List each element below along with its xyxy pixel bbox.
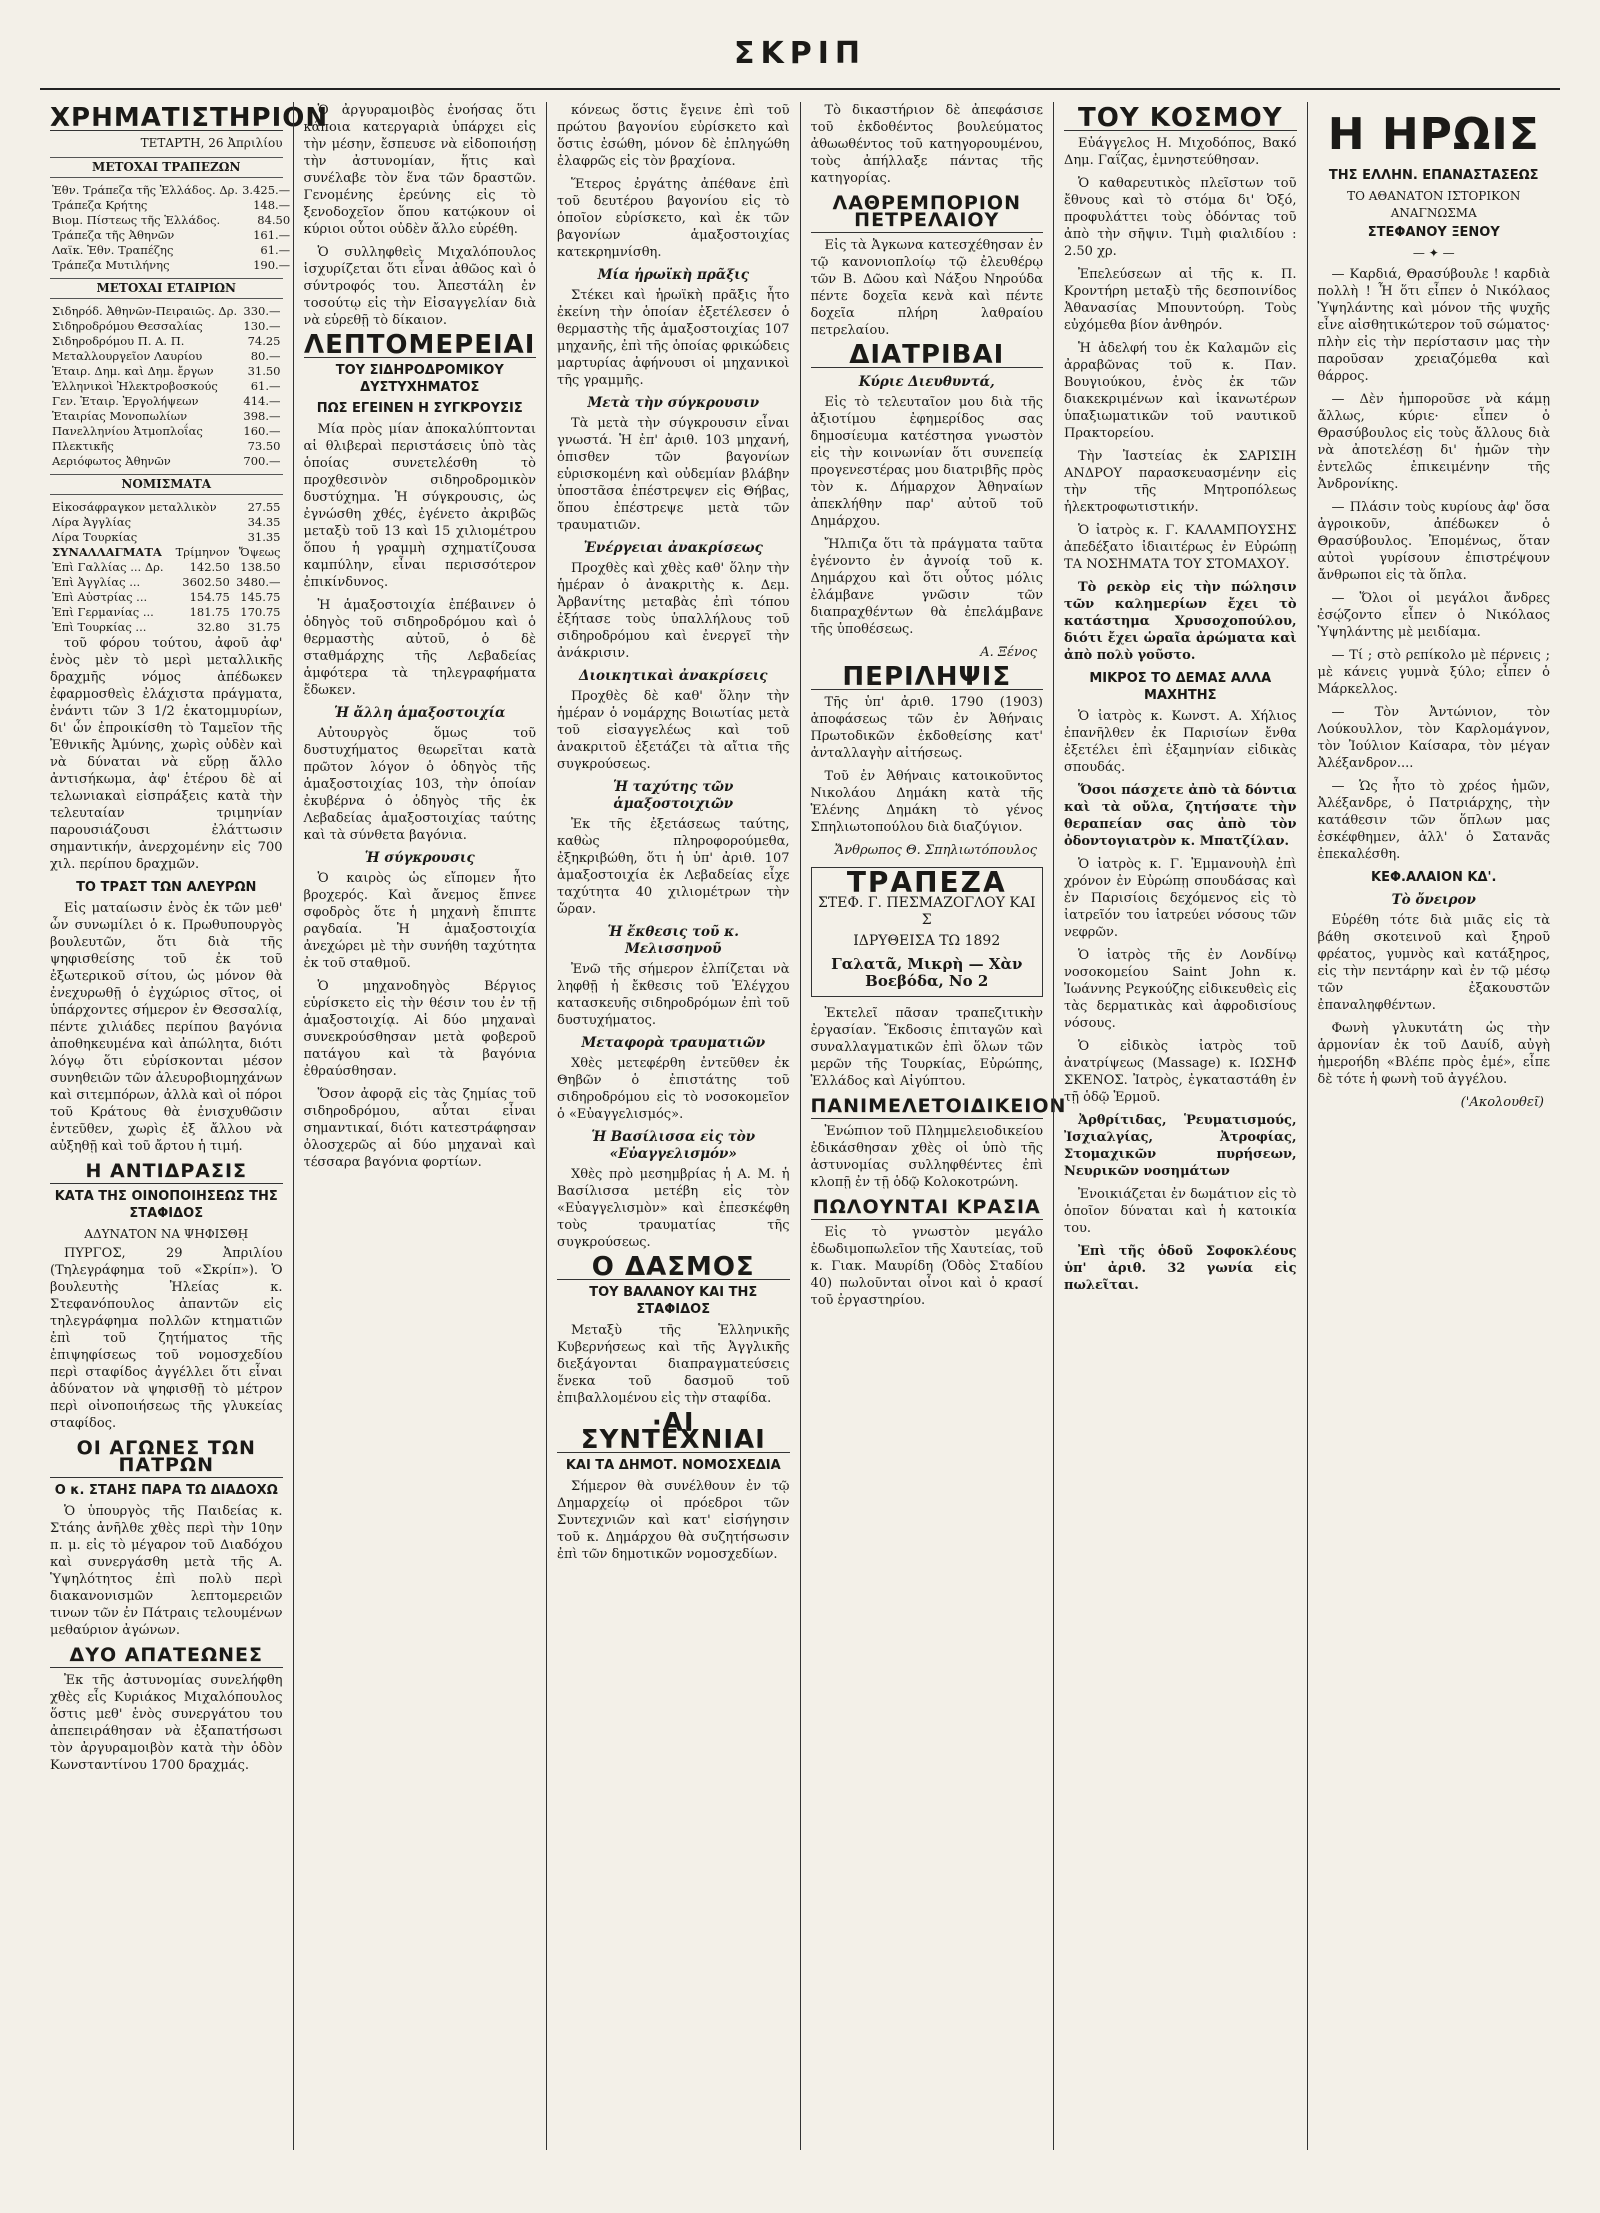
newspaper-page bbox=[40, 30, 1560, 2150]
section-subheading: ΚΑΙ ΤΑ ΔΗΜΟΤ. ΝΟΜΟΣΧΕΔΙΑ bbox=[565, 1458, 781, 1473]
table-row bbox=[50, 500, 283, 515]
chapter-heading: ΚΕΦ.ΑΛΑΙΟΝ ΚΔ'. bbox=[1371, 870, 1497, 885]
table-row bbox=[50, 379, 283, 394]
rate-name: Μεταλλουργεῖον Λαυρίου bbox=[52, 349, 203, 363]
table-row bbox=[50, 364, 283, 379]
table-row bbox=[50, 605, 283, 620]
article-paragraph: ΠΥΡΓΟΣ, 29 Ἀπριλίου (Τηλεγράφημα τοῦ «Σκρίπ»). Ὁ βουλευτὴς Ἠλείας κ. Στεφανόπουλος ἀπαντῶν εἰς τηλεγράφημα πολλῶν κτηματιῶν ἐπὶ τοῦ ζητήματος τῆς ἐπιψηφίσεως τοῦ νομοσχεδίου περὶ σταφίδος ἀγγέλλει ὅτι εἶναι ἀδύνατον νὰ ψηφισθῇ τὸ μέτρον περὶ οἰνοποιήσεως τῆς γλυκείας σταφίδος. bbox=[50, 1246, 283, 1431]
article-paragraph: Τοῦ ἐν Ἀθήναις κατοικοῦντος Νικολάου Δημάκη κατὰ τῆς Ἑλένης Δημάκη τὸ γένος Σπηλιωτοπούλου διὰ διαζύγιον. bbox=[810, 769, 1043, 835]
rate-name: Πανελληνίου Ἀτμοπλοΐας bbox=[52, 424, 203, 438]
article-paragraph: Ἐνῶ τῆς σήμερον ἐλπίζεται νὰ ληφθῇ ἡ ἔκθεσις τοῦ Ἐλέγχου κατασκευῆς σιδηροδρόμων ἐπὶ τοῦ δυστυχήματος. bbox=[557, 962, 790, 1028]
subsection-heading: Ἡ Βασίλισσα εἰς τὸν «Εὐαγγελισμόν» bbox=[591, 1129, 756, 1162]
section-heading: ΤΟ ΤΡΑΣΤ ΤΩΝ ΑΛΕΥΡΩΝ bbox=[76, 880, 257, 895]
subsection-heading: Ἐνέργειαι ἀνακρίσεως bbox=[583, 540, 763, 556]
bank-title: ΤΡΑΠΕΖΑ bbox=[846, 866, 1007, 899]
bank-address: Γαλατᾶ, Μικρὴ — Χὰν Βοεβόδα, Νο 2 bbox=[831, 955, 1023, 990]
bank-subtitle: ΣΤΕΦ. Γ. ΠΕΣΜΑΖΟΓΛΟΥ ΚΑΙ Σ bbox=[817, 895, 1036, 928]
section-heading: ΠΑΝΙΜΕΛΕΤΟΙΔΙΚΕΙΟΝ bbox=[810, 1095, 1067, 1117]
article-paragraph: — Ὡς ἦτο τὸ χρέος ἡμῶν, Ἀλέξανδρε, ὁ Πατριάρχης, τὴν κατάθεσιν τῶν ὅπλων μας ἐσκέφθημεν, ἀλλ' ὁ Σατανᾶς ἐπεκαλέσθη. bbox=[1317, 779, 1550, 862]
rate-name: Βιομ. Πίστεως τῆς Ἑλλάδος. bbox=[52, 213, 221, 227]
article-paragraph: Ὁ ὑπουργὸς τῆς Παιδείας κ. Στάης ἀνῆλθε χθὲς περὶ τὴν 10ην π. μ. εἰς τὸ μέγαρον τοῦ Διαδόχου καὶ συνεργάσθη μετὰ τῆς Α. Ὑψηλότητος ἐπὶ πολὺ περὶ διακανονισμῶν λεπτομερειῶν τινων τῶν ἐν Πάτραις τελουμένων μεθαύριον ἀγώνων. bbox=[50, 1504, 283, 1638]
masthead-rule bbox=[40, 88, 1560, 90]
advert-paragraph: Τὸ ρεκὸρ εἰς τὴν πώλησιν τῶν καλημερίων ἔχει τὸ κατάστημα Χρυσοχοπούλου, διότι ἔχει ὡραῖα ἀρώματα καὶ ἀπὸ πολὺ γοῦστο. bbox=[1064, 580, 1297, 663]
exchange-col-b: Ὄψεως bbox=[238, 545, 281, 559]
signature: Α. Ξένος bbox=[980, 645, 1037, 660]
rate-value: 190.— bbox=[253, 258, 291, 272]
table-row bbox=[50, 394, 283, 409]
subsection-heading: Μεταφορὰ τραυματιῶν bbox=[581, 1035, 766, 1051]
bank-founded: ΙΔΡΥΘΕΙΣΑ ΤΩ 1892 bbox=[853, 933, 1001, 949]
table-row bbox=[50, 213, 292, 228]
exchange-date: ΤΕΤΑΡΤΗ, 26 Ἀπριλίου bbox=[140, 136, 283, 150]
article-paragraph: Ἐπελεύσεων αἱ τῆς κ. Π. Κροντήρη μεταξὺ τῆς δεσποινίδος Ἀθανασίας Μπουντούρη. Τοὺς εὐχόμεθα βίον ἀνθηρόν. bbox=[1064, 267, 1297, 333]
rate-value: 32.80 bbox=[196, 620, 230, 634]
rate-value: 160.— bbox=[243, 424, 281, 438]
section-heading: ΠΩΛΟΥΝΤΑΙ ΚΡΑΣΙΑ bbox=[811, 1199, 1044, 1220]
banks-table bbox=[50, 183, 292, 273]
rate-name: Ἐπὶ Τουρκίας ... bbox=[52, 620, 147, 634]
article-paragraph: — Δὲν ἠμποροῦσε νὰ κάμῃ ἄλλως, κύριε· εἶπεν ὁ Θρασύβουλος εἰς τοὺς ἄλλους διὰ νὰ ἀποτελέσῃ δι' ἡμῶν τὴν ἐντελῶς ἐπικειμένην τῆς Ἀνδρονίκης. bbox=[1317, 392, 1550, 492]
rate-value: 61.— bbox=[260, 243, 291, 257]
table-row bbox=[50, 620, 283, 635]
article-paragraph: Εὐάγγελος Η. Μιχοδόπος, Βακό Δημ. Γαΐζας, ἐμνηστεύθησαν. bbox=[1064, 136, 1297, 168]
subsection-heading: Ἡ ἔκθεσις τοῦ κ. Μελισσηνοῦ bbox=[607, 924, 739, 957]
subsection-heading: Διοικητικαὶ ἀνακρίσεις bbox=[578, 668, 768, 684]
article-paragraph: Τὰ μετὰ τὴν σύγκρουσιν εἶναι γνωστά. Ἡ ἐπ' ἀριθ. 103 μηχανή, ὁπισθεν τῶν βαγονίων εὑρισκομένη καὶ οὐδεμίαν βλάβην ὑποστᾶσα ἐπέστρεψεν εἰς Θήβας, ὅπου ἐπέστρεψε μετὰ τῶν τραυματιῶν. bbox=[557, 416, 790, 533]
rate-name: Εἰκοσάφραγκον μεταλλικὸν bbox=[52, 500, 217, 514]
bank-advert bbox=[811, 867, 1044, 997]
article-paragraph: — Πλάσιν τοὺς κυρίους ἀφ' ὅσα ἀγροικοῦν, ἀπέδωκεν ὁ Θρασύβουλος. Ἐπομένως, ὅταν αὐτοὶ γυρίσουν ἐπιστρέψουν ἄνθρωποι εἰς τὰ ὅπλα. bbox=[1317, 500, 1550, 583]
serial-author: ΣΤΕΦΑΝΟΥ ΞΕΝΟΥ bbox=[1367, 225, 1500, 240]
article-paragraph: Χθὲς πρὸ μεσημβρίας ἡ Α. Μ. ἡ Βασίλισσα μετέβη εἰς τὸν «Εὐαγγελισμὸν» καὶ ἐπεσκέφθη τοὺς τραυματίας τῆς συγκρούσεως. bbox=[557, 1167, 790, 1250]
advert-paragraph: Ἀρθρίτιδας, Ῥευματισμούς, Ἰσχιαλγίας, Ἀτροφίας, Στομαχικῶν πυρήσεων, Νευρικῶν νοσημάτων bbox=[1064, 1113, 1297, 1179]
rate-value: 31.35 bbox=[247, 530, 281, 544]
rate-name: Τράπεζα Κρήτης bbox=[52, 198, 148, 212]
continued-note: ('Ακολουθεῖ) bbox=[1460, 1095, 1544, 1110]
article-paragraph: Ὁ καιρὸς ὡς εἴπομεν ἦτο βροχερός. Καὶ ἄνεμος ἔπνεε σφοδρὸς ὅτε ἡ μηχανὴ ἔπιπτε ραγδαία. Ἡ ἁμαξοστοιχία ἀνεχώρει μὲ τὴν συνήθη ταχύτητα ἐκ τοῦ σταθμοῦ. bbox=[303, 871, 536, 971]
section-subheading: ΤΟΥ ΣΙΔΗΡΟΔΡΟΜΙΚΟΥ ΔΥΣΤΥΧΗΜΑΤΟΣ bbox=[335, 363, 504, 395]
article-paragraph: Ἤλπιζα ὅτι τὰ πράγματα ταῦτα ἐγένοντο ἐν ἀγνοίᾳ τοῦ κ. Δημάρχου καὶ ὅτι οὗτος μόλις ἐλάμβανε γνῶσιν τῶν διαπραχθέντων θὰ ἐπελάμβανε τῆς ὑποθέσεως. bbox=[810, 537, 1043, 637]
rate-name: Τράπεζα Μυτιλήνης bbox=[52, 258, 170, 272]
table-row bbox=[50, 258, 292, 273]
advert-heading: ΜΙΚΡΟΣ ΤΟ ΔΕΜΑΣ ΑΛΛΑ ΜΑΧΗΤΗΣ bbox=[1089, 671, 1272, 703]
article-paragraph: Χθὲς μετεφέρθη ἐντεῦθεν ἐκ Θηβῶν ὁ ἐπιστάτης τοῦ σιδηροδρόμου εἰς τὸ νοσοκομεῖον ὁ «Εὐαγγελισμός». bbox=[557, 1056, 790, 1122]
rate-name: Ἐπὶ Αὐστρίας ... bbox=[52, 590, 148, 604]
article-paragraph: Ἡ ἁμαξοστοιχία ἐπέβαινεν ὁ ὁδηγὸς τοῦ σιδηροδρόμου καὶ ὁ θερμαστὴς αὐτοῦ, ὁ δὲ σταθμάρχης τῆς Λεβαδείας ἀμφότερα τὰ τηλεγραφήματα ἔδωκεν. bbox=[303, 598, 536, 698]
table-row bbox=[50, 424, 283, 439]
rate-value: 3602.50 bbox=[182, 575, 230, 589]
section-subheading: ΠΩΣ ΕΓΕΙΝΕΝ Η ΣΥΓΚΡΟΥΣΙΣ bbox=[316, 401, 523, 416]
section-heading: ΔΙΑΤΡΙΒΑΙ bbox=[811, 347, 1044, 368]
rate-name: Γεν. Ἑταιρ. Ἐργολήψεων bbox=[52, 394, 199, 408]
subsection-heading: Ἡ ταχύτης τῶν ἁμαξοστοιχιῶν bbox=[613, 779, 734, 812]
rate-value: 80.— bbox=[250, 349, 281, 363]
rate-value: 161.— bbox=[253, 228, 291, 242]
advert-paragraph: Ὅσοι πάσχετε ἀπὸ τὰ δόντια καὶ τὰ οὔλα, ζητήσατε τὴν θεραπείαν σας ἀπὸ τὸν ὀδοντογιατρὸν κ. Μπατζίλαν. bbox=[1064, 783, 1297, 849]
rate-name: Ἐπὶ Γαλλίας ... Δρ. bbox=[52, 560, 164, 574]
article-paragraph: Εὑρέθη τότε διὰ μιᾶς εἰς τὰ βάθη σκοτεινοῦ καὶ ξηροῦ φρέατος, γυμνὸς καὶ κατάξηρος, εἰς τὴν πεντάρην καὶ ἐν τῷ μέσῳ τῶν ἐξακουστῶν ἐπαναληφθέντων. bbox=[1317, 913, 1550, 1013]
rate-value: 330.— bbox=[243, 304, 281, 318]
table-row bbox=[50, 409, 283, 424]
table-row bbox=[50, 515, 283, 530]
article-paragraph: Ἐκ τῆς ἐξετάσεως ταύτης, καθὼς πληροφορούμεθα, ἐξηκριβώθη, ὅτι ἡ ὑπ' ἀριθ. 107 ἁμαξοστοιχία ἐκ Λεβαδείας εἶχε ταχύτητα 40 χιλιομέτρων τὴν ὥραν. bbox=[557, 817, 790, 917]
rate-value: 74.25 bbox=[247, 334, 281, 348]
article-paragraph: Τὸ δικαστήριον δὲ ἀπεφάσισε τοῦ ἐκδοθέντος βουλεύματος ἀθωωθέντος τοῦ κατηγορουμένου, τοὺς ἀπήλλαξε πάντας τῆς κατηγορίας. bbox=[810, 103, 1043, 186]
article-paragraph: Ἡ ἀδελφή του ἐκ Καλαμῶν εἰς ἀρραβῶνας τοῦ κ. Παν. Βουγιούκου, ἐνὸς ἐκ τῶν διακεκριμένων καὶ ἱκανωτέρων ὑπαξιωματικῶν τοῦ ναυτικοῦ Πρακτορείου. bbox=[1064, 341, 1297, 441]
section-heading: ΤΟΥ ΚΟΣΜΟΥ bbox=[1064, 110, 1297, 131]
article-paragraph: — Καρδιά, Θρασύβουλε ! καρδιὰ πολλὴ ! Ἦ ὅτι εἶπεν ὁ Νικόλαος Ὑψηλάντης καὶ μόνον τῆς ψυχῆς εἶνε αἰσθητικώτερον τοῦ σώματος· πλὴν εἰς τὴν περίστασιν μας τὴν παροῦσαν χρειαζόμεθα καὶ θάρρος. bbox=[1317, 267, 1550, 384]
section-heading: Ο ΔΑΣΜΟΣ bbox=[557, 1259, 790, 1280]
banks-title: ΜΕΤΟΧΑΙ ΤΡΑΠΕΖΩΝ bbox=[50, 157, 283, 178]
serial-subtitle-2: ΤΟ ΑΘΑΝΑΤΟΝ ΙΣΤΟΡΙΚΟΝ ΑΝΑΓΝΩΣΜΑ bbox=[1347, 189, 1521, 220]
column-2 bbox=[293, 102, 547, 2150]
article-paragraph: Προχθὲς δὲ καθ' ὅλην τὴν ἡμέραν ὁ νομάρχης Βοιωτίας μετὰ τοῦ εἰσαγγελέως καὶ τοῦ ἀνακριτοῦ ἐξετάζει τὰ αἴτια τῆς συγκρούσεως. bbox=[557, 689, 790, 772]
subsection-heading: Μία ἡρωϊκὴ πρᾶξις bbox=[597, 267, 749, 283]
rate-name: Αεριόφωτος Ἀθηνῶν bbox=[52, 454, 171, 468]
rate-name: Πλεκτικῆς bbox=[52, 439, 114, 453]
section-heading: ΛΑΘΡΕΜΠΟΡΙΟΝ ΠΕΤΡΕΛΑΙΟΥ bbox=[811, 195, 1044, 233]
article-paragraph: Εἰς ματαίωσιν ἑνὸς ἐκ τῶν μεθ' ὧν συνωμίλει ὁ κ. Πρωθυπουργὸς βουλευτῶν, ὅτι διὰ τῆς ψηφισθείσης τοῦ ἐκ τοῦ ἐξωτερικοῦ σίτου, ὡς μόνον θὰ ἐνεχυρωθῇ ὁ ἐγχώριος σῖτος, οἱ ὑπάρχοντες σήμερον ἐν Θεσσαλίᾳ, πέντε χιλιάδες περίπου βαγόνια ἀποθηκευμένα καὶ ἀπώλητα, διότι λόγῳ ὅτι εὑρίσκονται μέσον συνηθειῶν τῶν ἀλευροβιομηχάνων καὶ σιτεμπόρων, ἀλλὰ καὶ οἱ πόροι τοῦ Κράτους θὰ ἐνισχυθῶσιν ἐντεῦθεν, χωρὶς ἐξ ἄλλου νὰ αὐξηθῇ καὶ τοῦ ἄρτου ἡ τιμή. bbox=[50, 901, 283, 1154]
article-paragraph: Ἕτερος ἐργάτης ἀπέθανε ἐπὶ τοῦ δευτέρου βαγονίου εἰς τὸ ὁποῖον εὑρίσκετο, καὶ ἐκ τῶν βαγονίων ἁμαξοστοιχίας κατεκρημνίσθη. bbox=[557, 177, 790, 260]
table-row bbox=[50, 243, 292, 258]
article-paragraph: Ὁ ἰατρὸς κ. Γ. ΚΑΛΑΜΠΟΥΣΗΣ ἀπεδέξατο ἰδιαιτέρως ἐν Εὐρώπῃ ΤΑ ΝΟΣΗΜΑΤΑ ΤΟΥ ΣΤΟΜΑΧΟΥ. bbox=[1064, 523, 1297, 572]
rate-value: 700.— bbox=[243, 454, 281, 468]
article-paragraph: Ὁ εἰδικὸς ἰατρὸς τοῦ ἀνατρίψεως (Massage) κ. ΙΩΣΗΦ ΣΚΕΝΟΣ. Ἰατρὸς, ἐγκαταστάθη ἐν τῇ ὁδῷ Ἑρμοῦ. bbox=[1064, 1039, 1297, 1105]
rate-value: 181.75 bbox=[189, 605, 230, 619]
coins-table bbox=[50, 500, 283, 545]
rate-value: 414.— bbox=[243, 394, 281, 408]
article-paragraph: τοῦ φόρου τούτου, ἀφοῦ ἀφ' ἑνὸς μὲν τὸ μερὶ μεταλλικῆς δραχμῆς νόμος ἀπέδωκεν ἐφαρμοσθεὶς ἐλάχιστα πράγματα, ἐνάντι τῶν 3 1/2 ἑκατομμυρίων, δι' ὧν ἐπροικίσθη τὸ Ταμεῖον τῆς Ἐθνικῆς Ἀμύνης, χωρὶς οὐδὲν καὶ νὰ δύναται νὰ εὕρῃ ἄλλο ἀντισήκωμα, ἀφ' ἑτέρου δὲ αἱ τελωνιακαὶ εἰσπράξεις κατὰ τὴν τελευταίαν τριμηνίαν παρουσιάζουσι ἐλάττωσιν σημαντικήν, ἀνερχομένην εἰς 700 χιλ. περίπου δραχμῶν. bbox=[50, 636, 283, 872]
rate-value: 145.75 bbox=[240, 590, 281, 604]
serial-subtitle: ΤΗΣ ΕΛΛΗΝ. ΕΠΑΝΑΣΤΑΣΕΩΣ bbox=[1328, 168, 1539, 183]
article-paragraph: Ὁ ἰατρὸς κ. Γ. Ἐμμανουὴλ ἐπὶ χρόνον ἐν Εὐρώπῃ σπουδάσας καὶ ἐν Παρισίοις δεχόμενος εἰς τὸ ἰατρεῖόν του ἰατρεύει νόσους τῶν νεφρῶν. bbox=[1064, 857, 1297, 940]
rate-name: Τράπεζα τῆς Ἀθηνῶν bbox=[52, 228, 175, 242]
article-paragraph: Σήμερον θὰ συνέλθουν ἐν τῷ Δημαρχείῳ οἱ πρόεδροι τῶν Συντεχνιῶν καὶ κατ' εἰσήγησιν τοῦ κ. Δημάρχου θὰ συζητήσωσιν ἐπὶ τῶν δημοτικῶν νομοσχεδίων. bbox=[557, 1479, 790, 1562]
rate-value: 130.— bbox=[243, 319, 281, 333]
rate-value: 148.— bbox=[253, 198, 291, 212]
companies-title: ΜΕΤΟΧΑΙ ΕΤΑΙΡΙΩΝ bbox=[50, 278, 283, 299]
section-heading: ΔΥΟ ΑΠΑΤΕΩΝΕΣ bbox=[50, 1647, 283, 1668]
article-paragraph: Μία πρὸς μίαν ἀποκαλύπτονται αἱ θλιβεραὶ περιστάσεις ὑπὸ τὰς ὁποίας συνετελέσθη τὸ προχθεσινὸν σιδηροδρομικὸν δυστύχημα. Ἡ σύγκρουσις, ὡς ἐγνώσθη χθές, ἐγένετο ἀκριβῶς μεταξὺ τοῦ 13 καὶ 15 χιλιομέτρου ὅπου ἡ γραμμὴ σχηματίζουσα καμπύλην, εἶναι περισσότερον ἐπικίνδυνος. bbox=[303, 422, 536, 590]
advert-paragraph: Ἐπὶ τῆς ὁδοῦ Σοφοκλέους ὑπ' ἀριθ. 32 γωνία εἰς πωλεῖται. bbox=[1064, 1244, 1297, 1293]
table-row bbox=[50, 560, 283, 575]
section-subheading: ΚΑΤΑ ΤΗΣ ΟΙΝΟΠΟΙΗΣΕΩΣ ΤΗΣ ΣΤΑΦΙΔΟΣ bbox=[54, 1189, 278, 1221]
table-row bbox=[50, 319, 283, 334]
article-paragraph: Φωνὴ γλυκυτάτη ὡς τὴν ἁρμονίαν ἐκ τοῦ Δαυίδ, αὐγὴ ἡμεροήδη «Βλέπε πρὸς ἐμέ», εἶπε δὲ τότε ἡ φωνὴ τοῦ ἀγγέλου. bbox=[1317, 1021, 1550, 1087]
article-paragraph: Ὁ μηχανοδηγὸς Βέργιος εὑρίσκετο εἰς τὴν θέσιν του ἐν τῇ ἁμαξοστοιχίᾳ. Αἱ δύο μηχαναὶ συνεκρούσθησαν μετὰ φοβεροῦ πατάγου καὶ τὰ βαγόνια ἐθραύσθησαν. bbox=[303, 979, 536, 1079]
article-paragraph: Ὁ συλληφθεὶς Μιχαλόπουλος ἰσχυρίζεται ὅτι εἶναι ἀθῶος καὶ ὁ σύντροφός του. Ἀπεστάλη ἐν τοσούτῳ εἰς τὴν Εἰσαγγελίαν διὰ νὰ εὑρεθῇ τὸ δίκαιον. bbox=[303, 245, 536, 328]
subsection-heading: Ἡ σύγκρουσις bbox=[364, 850, 475, 866]
coins-title: ΝΟΜΙΣΜΑΤΑ bbox=[50, 474, 283, 495]
rate-name: Ἑλληνικοὶ Ἠλεκτροβοσκούς bbox=[52, 379, 218, 393]
table-row bbox=[50, 334, 283, 349]
columns bbox=[40, 102, 1560, 2150]
table-row bbox=[50, 439, 283, 454]
article-paragraph: Ἐκτελεῖ πᾶσαν τραπεζιτικὴν ἐργασίαν. Ἔκδοσις ἐπιταγῶν καὶ συναλλαγματικῶν ἐπὶ ὅλων τῶν μερῶν τῆς Τουρκίας, Εὐρώπης, Ἑλλάδος καὶ Αἰγύπτου. bbox=[810, 1006, 1043, 1089]
table-header-row bbox=[50, 545, 283, 560]
rate-value: 3.425.— bbox=[242, 183, 291, 197]
section-heading: ΛΕΠΤΟΜΕΡΕΙΑΙ bbox=[304, 330, 536, 360]
companies-table bbox=[50, 304, 283, 469]
rate-value: 31.75 bbox=[247, 620, 281, 634]
rate-name: Ἑταιρ. Δημ. καὶ Δημ. ἔργων bbox=[52, 364, 214, 378]
article-paragraph: Τῆς ὑπ' ἀριθ. 1790 (1903) ἀποφάσεως τῶν ἐν Ἀθήναις Πρωτοδικῶν ἐκδοθείσης κατ' ἀνταλλαγὴν αἰτήσεως. bbox=[810, 695, 1043, 761]
section-subheading: Ο κ. ΣΤΑΗΣ ΠΑΡΑ ΤΩ ΔΙΑΔΟΧΩ bbox=[54, 1483, 278, 1498]
masthead bbox=[40, 30, 1560, 90]
rate-name: Λαϊκ. Ἐθν. Τραπέζης bbox=[52, 243, 174, 257]
article-paragraph: Ὅσον ἀφορᾷ εἰς τὰς ζημίας τοῦ σιδηροδρόμου, αὗται εἶναι σημαντικαί, διότι κατεστράφησαν ὁλοσχερῶς αἱ δύο μηχαναὶ καὶ τέσσαρα βαγόνια φορτίων. bbox=[303, 1087, 536, 1170]
article-paragraph: Ὁ ἰατρὸς τῆς ἐν Λονδίνῳ νοσοκομείου Saint John κ. Ἰωάννης Ρεγκούζης εἰδικευθεὶς εἰς τὰς δερματικὰς καὶ ἀφροδισίους νόσους. bbox=[1064, 948, 1297, 1031]
table-row bbox=[50, 590, 283, 605]
table-row bbox=[50, 530, 283, 545]
table-row bbox=[50, 454, 283, 469]
section-heading: Η ΑΝΤΙΔΡΑΣΙΣ bbox=[50, 1163, 283, 1184]
signature: Ἄνθρωπος Θ. Σπηλιωτόπουλος bbox=[834, 843, 1037, 858]
rate-value: 27.55 bbox=[247, 500, 281, 514]
rate-value: 142.50 bbox=[189, 560, 230, 574]
section-heading: ΠΕΡΙΛΗΨΙΣ bbox=[811, 669, 1044, 690]
ornament-divider: — ✦ — bbox=[1412, 246, 1455, 260]
exchange-title: ΧΡΗΜΑΤΙΣΤΗΡΙΟΝ bbox=[50, 103, 329, 133]
rate-value: 138.50 bbox=[240, 560, 281, 574]
section-heading: ΟΙ ΑΓΩΝΕΣ ΤΩΝ ΠΑΤΡΩΝ bbox=[50, 1440, 283, 1478]
rate-name: Ἑταιρίας Μονοπωλίων bbox=[52, 409, 188, 423]
article-paragraph: Ἐκ τῆς ἀστυνομίας συνελήφθη χθὲς εἷς Κυριάκος Μιχαλόπουλος ὅστις μεθ' ἑνὸς συνεργάτου του ἀπεπειράθησαν νὰ ἐξαπατήσωσι τὸν ἀργυραμοιβὸν κατὰ τὴν ὁδὸν Κωνσταντίνου 1700 δραχμάς. bbox=[50, 1673, 283, 1773]
article-paragraph: Ἐνοικιάζεται ἐν δωμάτιον εἰς τὸ ὁποῖον δύναται καὶ ἡ κατοικία του. bbox=[1064, 1187, 1297, 1236]
table-row bbox=[50, 304, 283, 319]
column-5 bbox=[1053, 102, 1307, 2150]
article-paragraph: Μεταξὺ τῆς Ἑλληνικῆς Κυβερνήσεως καὶ τῆς Ἀγγλικῆς διεξάγονται διαπραγματεύσεις ἕνεκα τοῦ δασμοῦ τοῦ ἐπιβαλλομένου εἰς τὴν σταφίδα. bbox=[557, 1323, 790, 1406]
subsection-heading: Μετὰ τὴν σύγκρουσιν bbox=[587, 395, 760, 411]
article-paragraph: Ὁ ἀργυραμοιβὸς ἐνοήσας ὅτι κάποια κατεργαριὰ ὑπάρχει εἰς τὴν μέσην, ἔσπευσε νὰ εἰδοποιήσῃ τὴν ἀστυνομίαν, ἥτις καὶ συνέλαβε τὸν ἕνα τῶν δραστῶν. Γενομένης ἐρεύνης εἰς τὸ ξενοδοχεῖον ὅπου κατῴκουν οἱ κύριοι οὗτοι οὐδὲν ἄλλο εὑρέθη. bbox=[303, 103, 536, 237]
exchange-heading: ΣΥΝΑΛΛΑΓΜΑΤΑ bbox=[52, 545, 162, 559]
rate-name: Λίρα Τουρκίας bbox=[52, 530, 138, 544]
article-paragraph: Εἰς τὰ Ἀγκωνα κατεσχέθησαν ἐν τῷ κανονιοπλοίῳ τῷ ἐλευθέρῳ τῶν Β. Δῶου καὶ Νάξου Νηρούδα πέντε δοχεῖα κενὰ καὶ πέντε δοχεῖα πλήρη λαθραίου πετρελαίου. bbox=[810, 238, 1043, 338]
section-heading: ·ΑΙ ΣΥΝΤΕΧΝΙΑΙ bbox=[557, 1415, 790, 1453]
serial-title: Η ΗΡΩΙΣ bbox=[1327, 109, 1540, 160]
article-paragraph: Ἐνώπιον τοῦ Πλημμελειοδικείου ἐδικάσθησαν χθὲς οἱ ὑπὸ τῆς ἀστυνομίας συλληφθέντες ἐπὶ κλοπῇ ἐν τῇ ὁδῷ Κολοκοτρώνη. bbox=[810, 1124, 1043, 1190]
rate-name: Σιδηρόδ. Ἀθηνῶν-Πειραιῶς. Δρ. bbox=[52, 304, 238, 318]
article-paragraph: Εἰς τὸ γνωστὸν μεγάλο ἐδωδιμοπωλεῖον τῆς Χαυτείας, τοῦ κ. Γιακ. Μαυρίδη (Ὁδὸς Σταδίου 40) πωλοῦνται οἶνοι καὶ ὁ κρασί τοῦ ἐργαστηρίου. bbox=[810, 1225, 1043, 1308]
column-3 bbox=[546, 102, 800, 2150]
article-paragraph: Εἰς τὸ τελευταῖον μου διὰ τῆς ἀξιοτίμου ἐφημερίδος σας δημοσίευμα κατέστησα γνωστὸν εἰς τὴν κοινωνίαν ὅτι συνεπείᾳ προγενεστέρας μου διατριβῆς πρὸς τὸν κ. Δήμαρχον Ἀθηναίων ἀπεκλήθην παρ' αὐτοῦ τοῦ Δημάρχου. bbox=[810, 395, 1043, 529]
article-paragraph: Αὐτουργὸς ὅμως τοῦ δυστυχήματος θεωρεῖται κατὰ πρῶτον λόγον ὁ ὁδηγὸς τῆς ἁμαξοστοιχίας 103, τὴν ὁποίαν ἐκυβέρνα ὁ ὁδηγὸς τῆς ἐκ Λεβαδείας ἁμαξοστοιχίας ταύτης καὶ τὰ σύνθετα βαγόνια. bbox=[303, 726, 536, 843]
section-subheading: ΑΔΥΝΑΤΟΝ ΝΑ ΨΗΦΙΣΘῌ bbox=[84, 1227, 249, 1241]
rate-value: 170.75 bbox=[240, 605, 281, 619]
table-row bbox=[50, 183, 292, 198]
section-subheading: ΤΟΥ ΒΑΛΑΝΟΥ ΚΑΙ ΤΗΣ ΣΤΑΦΙΔΟΣ bbox=[589, 1285, 758, 1317]
rate-value: 84.50 bbox=[257, 213, 291, 227]
exchange-table bbox=[50, 545, 283, 635]
rate-value: 154.75 bbox=[189, 590, 230, 604]
newspaper-name: ΣΚΡΙΠ bbox=[734, 36, 866, 71]
rate-value: 31.50 bbox=[247, 364, 281, 378]
article-paragraph: — Ὅλοι οἱ μεγάλοι ἄνδρες ἐσῴζοντο εἶπεν ὁ Νικόλαος Ὑψηλάντης μὲ μειδίαμα. bbox=[1317, 591, 1550, 640]
rate-value: 3480.— bbox=[236, 575, 281, 589]
rate-name: Ἐθν. Τράπεζα τῆς Ἑλλάδος. Δρ. bbox=[52, 183, 239, 197]
article-paragraph: Ὁ καθαρευτικὸς πλεῖστων τοῦ ἔθνους καὶ τὸ στόμα δι' Ὀξό, προφυλάττει τοὺς ὀδόντας τοῦ ἀπὸ τὴν σῆψιν. Τιμὴ φιαλιδίου : 2.50 χρ. bbox=[1064, 176, 1297, 259]
table-row bbox=[50, 575, 283, 590]
column-4 bbox=[800, 102, 1067, 2150]
subsection-heading: Ἡ ἄλλη ἁμαξοστοιχία bbox=[334, 705, 506, 721]
article-paragraph: Τὴν Ἰαστείας ἐκ ΣΑΡΙΣΙΗ ΑΝΔΡΟΥ παρασκευασμένην εἰς τὴν τῆς Μητροπόλεως ἡλεκτροφωτιστικήν. bbox=[1064, 449, 1297, 515]
table-row bbox=[50, 228, 292, 243]
article-paragraph: Στέκει καὶ ἡρωϊκὴ πρᾶξις ἦτο ἐκείνη τὴν ὁποίαν ἐξετέλεσεν ὁ θερμαστὴς τῆς ἁμαξοστοιχίας 107 μηχανῆς, ἐπὶ τῆς ὁποίας φρικώδεις μαρτυρίας ἀφήνουσι οἱ μηχανικοὶ τῆς γραμμῆς. bbox=[557, 288, 790, 388]
exchange-col-a: Τρίμηνον bbox=[175, 545, 230, 559]
chapter-title: Τὸ ὄνειρον bbox=[1391, 892, 1476, 908]
rate-name: Ἐπὶ Ἀγγλίας ... bbox=[52, 575, 141, 589]
rate-value: 398.— bbox=[243, 409, 281, 423]
article-paragraph: — Τὸν Ἀντώνιον, τὸν Λούκουλλον, τὸν Καρλομάγνον, τὸν Ἰούλιον Καίσαρα, τὸν μέγαν Ἀλέξανδρον.... bbox=[1317, 705, 1550, 771]
rate-name: Ἐπὶ Γερμανίας ... bbox=[52, 605, 154, 619]
table-row bbox=[50, 198, 292, 213]
table-row bbox=[50, 349, 283, 364]
column-6 bbox=[1307, 102, 1561, 2150]
article-paragraph: Προχθὲς καὶ χθὲς καθ' ὅλην τὴν ἡμέραν ὁ ἀνακριτὴς κ. Δεμ. Ἀρβανίτης μεταβὰς ἐπὶ τόπου ἐξήτασε τοὺς ὑπαλλήλους τοῦ σιδηροδρόμου καὶ ἐνεργεῖ τὴν ἀνάκρισιν. bbox=[557, 561, 790, 661]
article-paragraph: κόνεως ὅστις ἔγεινε ἐπὶ τοῦ πρώτου βαγονίου εὑρίσκετο καὶ ὅστις ἐσώθη, μόνον δὲ ἐπληγώθη ἐλαφρῶς εἰς τὸν βραχίονα. bbox=[557, 103, 790, 169]
rate-name: Σιδηροδρόμου Θεσσαλίας bbox=[52, 319, 203, 333]
rate-name: Λίρα Ἀγγλίας bbox=[52, 515, 132, 529]
salutation: Κύριε Διευθυντά, bbox=[858, 374, 995, 390]
rate-value: 61.— bbox=[250, 379, 281, 393]
rate-name: Σιδηροδρόμου Π. Α. Π. bbox=[52, 334, 185, 348]
article-paragraph: Ὁ ἰατρὸς κ. Κωνστ. Α. Χήλιος ἐπανῆλθεν ἐκ Παρισίων ἔνθα ἐξετέλει ἐπὶ ἑξαμηνίαν εἰδικὰς σπουδάς. bbox=[1064, 709, 1297, 775]
column-1 bbox=[40, 102, 329, 2150]
article-paragraph: — Τί ; στὸ ρεπίκολο μὲ πέρνεις ; μὲ κάνεις γυμνὰ ξύλο; εἶπεν ὁ Μάρκελλος. bbox=[1317, 648, 1550, 697]
rate-value: 73.50 bbox=[247, 439, 281, 453]
rate-value: 34.35 bbox=[247, 515, 281, 529]
